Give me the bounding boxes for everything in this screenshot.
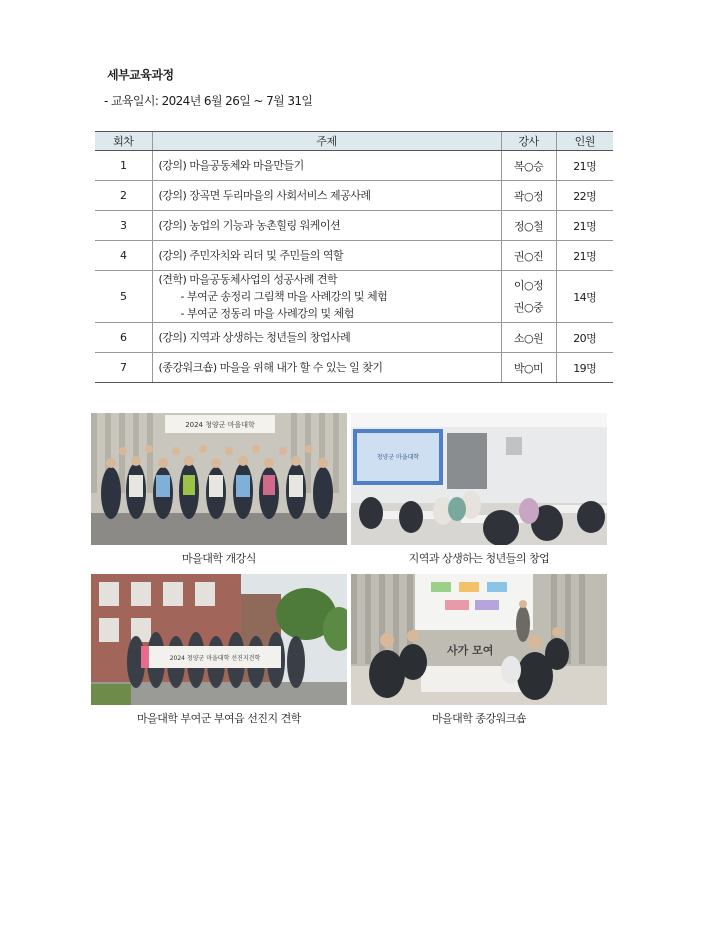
header-topic: 주제 bbox=[152, 132, 501, 151]
cell-session: 2 bbox=[95, 181, 152, 211]
cell-count: 19명 bbox=[556, 353, 613, 383]
cell-session: 6 bbox=[95, 323, 152, 353]
cell-session: 4 bbox=[95, 241, 152, 271]
topic-text: (강의) 장곡면 두리마을의 사회서비스 제공사례 bbox=[158, 189, 371, 202]
instructor-name: 권○중 bbox=[513, 300, 544, 314]
photo-caption: 지역과 상생하는 청년들의 창업 bbox=[408, 552, 550, 565]
cell-session: 7 bbox=[95, 353, 152, 383]
topic-text: (종강워크숍) 마을을 위해 내가 할 수 있는 일 찾기 bbox=[158, 361, 383, 374]
table-row bbox=[95, 323, 613, 353]
cell-count: 22명 bbox=[556, 181, 613, 211]
field-trip-banner-text: 2024 청양군 마을대학 선진지견학 bbox=[169, 655, 261, 662]
cell-topic bbox=[152, 323, 501, 353]
table-row bbox=[95, 271, 613, 323]
cell-count: 21명 bbox=[556, 151, 613, 181]
lecture-screen-text: 청양군 마을대학 bbox=[376, 454, 420, 461]
curriculum-table bbox=[95, 131, 613, 383]
table-row bbox=[95, 241, 613, 271]
photo-caption: 마을대학 종강워크숍 bbox=[431, 712, 527, 725]
topic-text: (강의) 마을공동체와 마을만들기 bbox=[158, 159, 304, 172]
cell-count: 21명 bbox=[556, 211, 613, 241]
topic-subitem: - 부여군 송정리 그림책 마을 사례강의 및 체험 bbox=[180, 290, 388, 303]
cell-topic bbox=[152, 353, 501, 383]
cell-count: 20명 bbox=[556, 323, 613, 353]
wall-text: 사가 모여 bbox=[447, 644, 494, 657]
cell-session: 1 bbox=[95, 151, 152, 181]
cell-count: 21명 bbox=[556, 241, 613, 271]
cell-instructor: 정○철 bbox=[501, 211, 556, 241]
cell-instructor: 박○미 bbox=[501, 353, 556, 383]
cell-topic bbox=[152, 241, 501, 271]
topic-subitem: - 부여군 정동리 마을 사례강의 및 체험 bbox=[180, 307, 354, 320]
header-instructor: 강사 bbox=[501, 132, 556, 151]
cell-instructor: 곽○정 bbox=[501, 181, 556, 211]
table-row bbox=[95, 151, 613, 181]
cell-count: 14명 bbox=[556, 271, 613, 323]
closing-workshop-photo bbox=[351, 574, 607, 705]
cell-topic bbox=[152, 211, 501, 241]
table-row bbox=[95, 353, 613, 383]
topic-text: (강의) 지역과 상생하는 청년들의 창업사례 bbox=[158, 331, 351, 344]
header-count: 인원 bbox=[556, 132, 613, 151]
topic-text: (견학) 마을공동체사업의 성공사례 견학 bbox=[158, 273, 338, 286]
opening-ceremony-photo bbox=[91, 413, 347, 545]
cell-session: 3 bbox=[95, 211, 152, 241]
photo-caption: 마을대학 개강식 bbox=[182, 552, 256, 565]
cell-topic bbox=[152, 271, 501, 323]
cell-session: 5 bbox=[95, 271, 152, 323]
field-trip-photo bbox=[91, 574, 347, 705]
instructor-name: 이○정 bbox=[513, 278, 544, 292]
cell-topic bbox=[152, 181, 501, 211]
cell-topic bbox=[152, 151, 501, 181]
cell-instructor: 권○진 bbox=[501, 241, 556, 271]
table-header-row bbox=[95, 132, 613, 151]
header-session: 회차 bbox=[95, 132, 152, 151]
ceremony-banner-text: 2024 청양군 마을대학 bbox=[185, 421, 255, 429]
table-row bbox=[95, 181, 613, 211]
lecture-room-photo bbox=[351, 413, 607, 545]
table-row bbox=[95, 211, 613, 241]
topic-text: (강의) 농업의 기능과 농촌힐링 워케이션 bbox=[158, 219, 341, 232]
cell-instructor bbox=[501, 271, 556, 323]
cell-instructor: 복○승 bbox=[501, 151, 556, 181]
photo-caption: 마을대학 부여군 부여읍 선진지 견학 bbox=[137, 712, 301, 725]
section-heading: 세부교육과정 bbox=[107, 68, 174, 82]
education-period: - 교육일시: 2024년 6월 26일 ~ 7월 31일 bbox=[104, 94, 313, 108]
cell-instructor: 소○원 bbox=[501, 323, 556, 353]
topic-text: (강의) 주민자치와 리더 및 주민들의 역할 bbox=[158, 249, 344, 262]
